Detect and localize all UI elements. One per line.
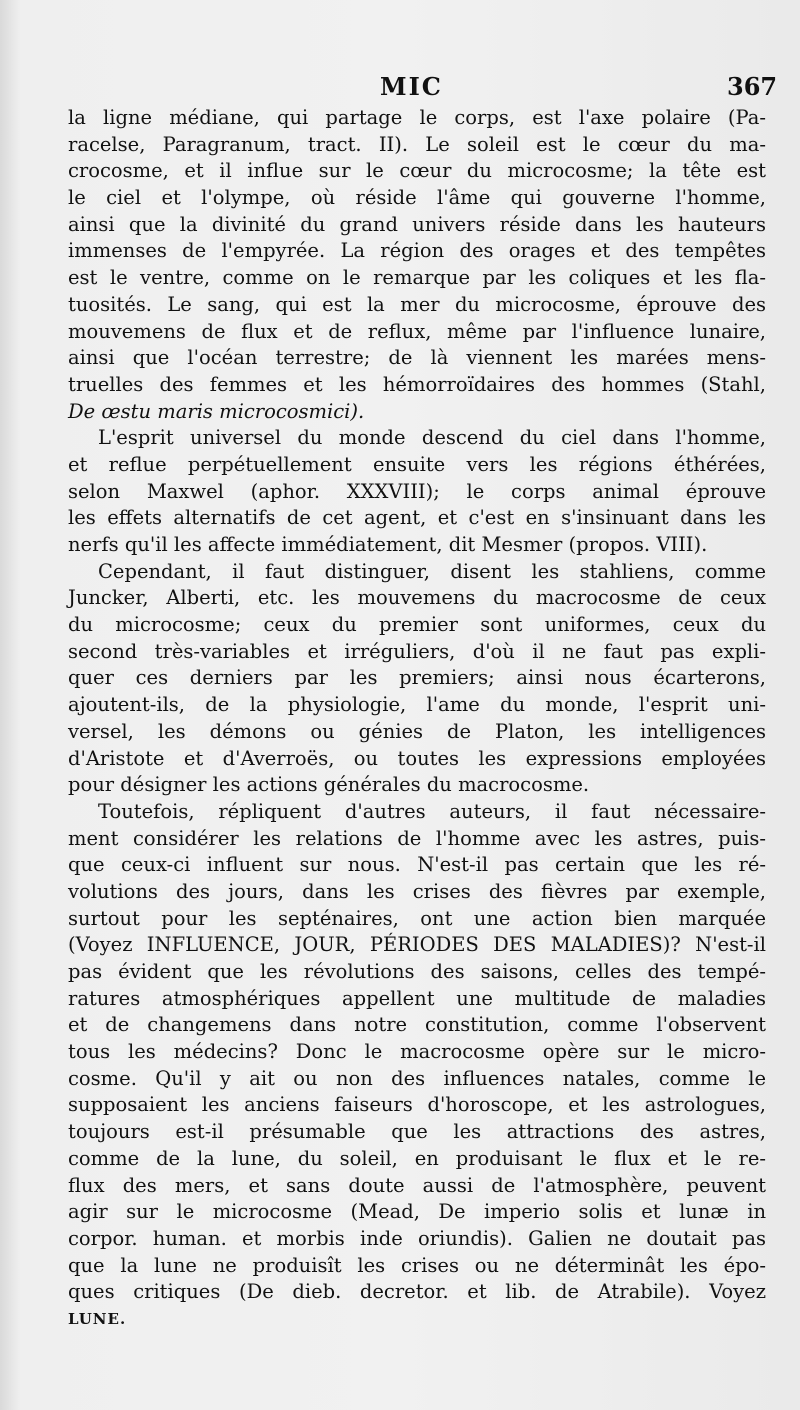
text-line: toujours est-il présumable que les attractions des astres, bbox=[68, 1120, 766, 1144]
text-line: De œstu maris microcosmici). bbox=[68, 399, 365, 423]
running-title: MIC bbox=[380, 72, 443, 101]
text-line: immenses de l'empyrée. La région des orages et des tempêtes bbox=[68, 239, 766, 263]
text-line: agir sur le microcosme (Mead, De imperio solis et lunæ in bbox=[68, 1200, 766, 1224]
text-line: crocosme, et il influe sur le cœur du microcosme; la tête est bbox=[68, 159, 766, 183]
text-line: Juncker, Alberti, etc. les mouvemens du macrocosme de ceux bbox=[68, 586, 766, 610]
text-line: comme de la lune, du soleil, en produisant le flux et le re- bbox=[68, 1146, 766, 1170]
text-line: versel, les démons ou génies de Platon, les intelligences bbox=[68, 719, 766, 743]
text-line: surtout pour les septénaires, ont une action bien marquée bbox=[68, 906, 766, 930]
text-line: et reflue perpétuellement ensuite vers les régions éthérées, bbox=[68, 452, 766, 476]
text-line: que ceux-ci influent sur nous. N'est-il pas certain que les ré- bbox=[68, 853, 766, 877]
text-line: d'Aristote et d'Averroës, ou toutes les expressions employées bbox=[68, 746, 766, 770]
text-line: pas évident que les révolutions des saisons, celles des tempé- bbox=[68, 960, 766, 983]
text-line: flux des mers, et sans doute aussi de l'atmosphère, peuvent bbox=[68, 1173, 766, 1197]
paragraph-start-line: L'esprit universel du monde descend du ciel dans l'homme, bbox=[98, 426, 766, 450]
text-line: selon Maxwel (aphor. XXXVIII); le corps animal éprouve bbox=[68, 479, 766, 503]
text-line: ainsi que la divinité du grand univers réside dans les hauteurs bbox=[68, 212, 766, 236]
text-line: le ciel et l'olympe, où réside l'âme qui gouverne l'homme, bbox=[68, 186, 766, 210]
text-line: racelse, Paragranum, tract. II). Le soleil est le cœur du ma- bbox=[68, 132, 766, 156]
text-line: ratures atmosphériques appellent une multitude de maladies bbox=[68, 986, 766, 1010]
text-line: les effets alternatifs de cet agent, et c'est en s'insinuant dans les bbox=[68, 506, 766, 530]
text-line: cosme. Qu'il y ait ou non des influences natales, comme le bbox=[68, 1066, 766, 1090]
text-line: ment considérer les relations de l'homme avec les astres, puis- bbox=[68, 826, 766, 850]
text-line: pour désigner les actions générales du macrocosme. bbox=[68, 773, 590, 797]
text-line: volutions des jours, dans les crises des fièvres par exemple, bbox=[68, 879, 766, 903]
text-line: et de changemens dans notre constitution, comme l'observent bbox=[68, 1013, 766, 1037]
text-line: est le ventre, comme on le remarque par les coliques et les fla- bbox=[68, 266, 766, 290]
text-line: ainsi que l'océan terrestre; de là viennent les marées mens- bbox=[68, 346, 766, 370]
paragraph-start-line: Cependant, il faut distinguer, disent les stahliens, comme bbox=[98, 559, 766, 583]
body-text bbox=[68, 105, 766, 1333]
text-line: nerfs qu'il les affecte immédiatement, dit Mesmer (propos. VIII). bbox=[68, 533, 708, 556]
text-line: mouvemens de flux et de reflux, même par l'influence lunaire, bbox=[68, 319, 766, 343]
paragraph-start-line: Toutefois, répliquent d'autres auteurs, il faut nécessaire- bbox=[98, 799, 766, 823]
text-line: (Voyez INFLUENCE, JOUR, PÉRIODES DES MALADIES)? N'est-il bbox=[68, 933, 766, 957]
text-line: ques critiques (De dieb. decretor. et lib. de Atrabile). Voyez bbox=[68, 1280, 766, 1304]
text-line: la ligne médiane, qui partage le corps, est l'axe polaire (Pa- bbox=[68, 106, 766, 129]
text-line: que la lune ne produisît les crises ou ne déterminât les épo- bbox=[68, 1253, 766, 1277]
text-line: corpor. human. et morbis inde oriundis). Galien ne doutait pas bbox=[68, 1226, 766, 1250]
text-line: tous les médecins? Donc le macrocosme opère sur le micro- bbox=[68, 1040, 766, 1064]
page-number: 367 bbox=[727, 72, 778, 101]
text-line: ajoutent-ils, de la physiologie, l'ame du monde, l'esprit uni- bbox=[68, 693, 766, 717]
text-line: supposaient les anciens faiseurs d'horoscope, et les astrologues, bbox=[68, 1093, 766, 1117]
text-line: truelles des femmes et les hémorroïdaires des hommes (Stahl, bbox=[68, 372, 766, 396]
running-head bbox=[0, 72, 800, 108]
text-line: du microcosme; ceux du premier sont uniformes, ceux du bbox=[68, 613, 766, 637]
text-line: quer ces derniers par les premiers; ainsi nous écarterons, bbox=[68, 666, 766, 690]
text-line: second très-variables et irréguliers, d'où il ne faut pas expli- bbox=[68, 639, 766, 663]
text-line: tuosités. Le sang, qui est la mer du microcosme, éprouve des bbox=[68, 292, 766, 316]
cross-reference: LUNE. bbox=[68, 1309, 127, 1328]
